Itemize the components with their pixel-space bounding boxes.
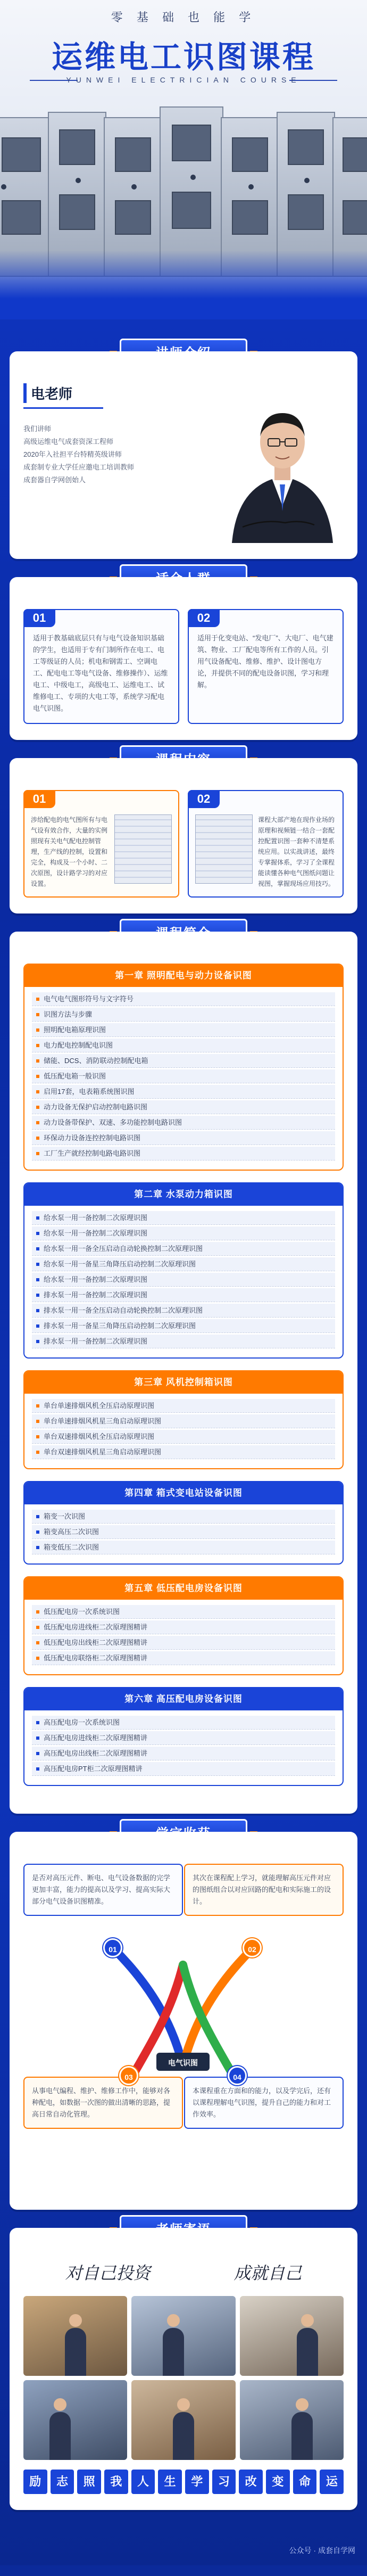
item-text: 是否对高压元件、断电、电气设备数据的完学更加丰富，能力的提高以及学习、提高实际大部分电气设备识图精准。 bbox=[32, 1874, 171, 1905]
teacher-desc bbox=[23, 423, 221, 487]
audience-item bbox=[23, 609, 179, 724]
chapter-title: 第四章 箱式变电站设备识图 bbox=[24, 1482, 343, 1504]
teaching-photos bbox=[23, 2296, 344, 2460]
gain-item bbox=[184, 2077, 344, 2129]
motto-section bbox=[10, 2228, 357, 2510]
slogan-char: 志 bbox=[51, 2470, 74, 2494]
gains-card bbox=[10, 1832, 357, 2210]
slogan-char: 我 bbox=[104, 2470, 128, 2494]
schematic-thumbnail bbox=[195, 814, 253, 884]
slogan-char: 习 bbox=[212, 2470, 236, 2494]
slogan-char: 照 bbox=[77, 2470, 101, 2494]
chapter-list bbox=[24, 1600, 343, 1674]
slogan-tiles bbox=[23, 2470, 344, 2494]
chapter-lesson: 电力配电控制配电识图 bbox=[32, 1039, 335, 1052]
teaching-photo bbox=[240, 2296, 344, 2376]
teacher-desc-line: 成套制专业大学任应邀电工培训教师 bbox=[23, 463, 135, 471]
chapter-list bbox=[24, 1504, 343, 1563]
chapter-lesson: 高压配电房进线柜二次原理图精讲 bbox=[32, 1731, 335, 1745]
item-text: 本课程重在方面和的能力，以及学完后，还有以课程理解电气识图，提升自己的能力和对工作效率。 bbox=[193, 2087, 331, 2118]
item-number: 01 bbox=[23, 790, 55, 808]
item-number: 02 bbox=[188, 609, 220, 627]
item-text: 适用于教基础底层只有与电气设备知识基础的学生，也适用于专有门制所作在电工、电工等级证的人员；机电和钢需工、空调电工、配电电工等电气设备、维修操作）、运维电工、中级电工，高级电工、运维电工、试维修电工、专项的大电工等，系统学习配电电气识图。 bbox=[33, 634, 168, 712]
gain-number: 04 bbox=[228, 2066, 247, 2085]
teacher-desc-line: 我们讲师 bbox=[23, 425, 52, 433]
chapter-block bbox=[23, 964, 344, 1171]
teaching-photo bbox=[240, 2380, 344, 2460]
teaching-photo bbox=[131, 2380, 235, 2460]
content-item bbox=[23, 790, 179, 898]
chapter-lesson: 识图方法与步骤 bbox=[32, 1008, 335, 1022]
teacher-desc-line: 成套器自学网创始人 bbox=[23, 476, 86, 484]
slogan-char: 改 bbox=[239, 2470, 263, 2494]
gain-number: 01 bbox=[103, 1938, 122, 1957]
chapter-lesson: 环保动力设备连控控制电路识图 bbox=[32, 1131, 335, 1145]
teaching-photo bbox=[23, 2380, 127, 2460]
hero-fade bbox=[0, 250, 367, 319]
chapter-lesson: 低压配电房一次系统识图 bbox=[32, 1605, 335, 1619]
hero-subtitle: YUNWEI ELECTRICIAN COURSE bbox=[66, 76, 301, 84]
slogan-char: 人 bbox=[131, 2470, 155, 2494]
content-item bbox=[188, 790, 344, 898]
chapter-lesson: 低压配电房出线柜二次原理图精讲 bbox=[32, 1636, 335, 1650]
chapter-lesson: 排水泵一用一备星三角降压启动控制二次原理识图 bbox=[32, 1319, 335, 1333]
chapter-lesson: 动力设备无保护启动控制电路识图 bbox=[32, 1100, 335, 1114]
gain-item bbox=[184, 1864, 344, 1916]
chapter-lesson: 箱变高压二次识图 bbox=[32, 1525, 335, 1539]
chapter-lesson: 低压配电房进线柜二次原理图精讲 bbox=[32, 1620, 335, 1634]
gain-item bbox=[23, 1864, 183, 1916]
chapter-lesson: 排水泵一用一备控制二次原理识图 bbox=[32, 1288, 335, 1302]
chapter-lesson: 给水泵一用一备控制二次原理识图 bbox=[32, 1273, 335, 1287]
slogan-char: 励 bbox=[23, 2470, 47, 2494]
chapter-lesson: 高压配电房一次系统识图 bbox=[32, 1716, 335, 1730]
chapter-block bbox=[23, 1687, 344, 1786]
schematic-thumbnail bbox=[114, 814, 172, 884]
chapter-lesson: 工厂生产就经控制电路电路识图 bbox=[32, 1147, 335, 1161]
chapter-block bbox=[23, 1481, 344, 1565]
item-text: 其次在课程配上学习，就能理解高压元件对应的图纸组合以对应回路的配电和实际施工的设计。 bbox=[193, 1874, 331, 1905]
chapter-block bbox=[23, 1182, 344, 1359]
teaching-photo bbox=[23, 2296, 127, 2376]
item-text: 涉给配电的电气图所有与电气设有效合作，大量的实例照现有关电气配电控制管理，生产线的控制，设置和完全，构成及一个小时、二次原图，设计路学习的对应设置。 bbox=[31, 816, 108, 887]
chapter-lesson: 给水泵一用一备星三角降压启动控制二次原理识图 bbox=[32, 1257, 335, 1271]
audience-card bbox=[10, 577, 357, 740]
chapter-title: 第五章 低压配电房设备识图 bbox=[24, 1577, 343, 1600]
teacher-photo bbox=[221, 383, 344, 543]
chapter-lesson: 高压配电房出线柜二次原理图精讲 bbox=[32, 1747, 335, 1760]
chapter-lesson: 储能、DCS、消防联动控制配电箱 bbox=[32, 1054, 335, 1068]
chapter-lesson: 箱变低压二次识图 bbox=[32, 1541, 335, 1554]
chapter-block bbox=[23, 1576, 344, 1675]
chapter-list bbox=[24, 1394, 343, 1468]
content-card bbox=[10, 758, 357, 913]
chapter-block bbox=[23, 1370, 344, 1469]
chapter-lesson: 单台双速排烟风机星三角启动原理识图 bbox=[32, 1445, 335, 1459]
chapter-lesson: 给水泵一用一备控制二次原理识图 bbox=[32, 1211, 335, 1225]
item-number: 01 bbox=[23, 609, 55, 627]
chapter-title: 第二章 水泵动力箱识图 bbox=[24, 1183, 343, 1206]
chapter-lesson: 单台单速排烟风机全压启动原理识图 bbox=[32, 1399, 335, 1413]
chapter-lesson: 单台单速排烟风机星三角启动原理识图 bbox=[32, 1414, 335, 1428]
watermark: 公众号 · 成套自学网 bbox=[289, 2546, 355, 2555]
chapter-lesson: 启用17套，电表箱系统图识图 bbox=[32, 1085, 335, 1099]
chapter-title: 第三章 风机控制箱识图 bbox=[24, 1371, 343, 1394]
chapter-title: 第六章 高压配电房设备识图 bbox=[24, 1688, 343, 1710]
audience-item bbox=[188, 609, 344, 724]
chapter-list bbox=[24, 987, 343, 1170]
item-number: 02 bbox=[188, 790, 220, 808]
gains-section bbox=[10, 1832, 357, 2210]
chapter-lesson: 给水泵一用一备全压启动自动轮换控制二次原理识图 bbox=[32, 1242, 335, 1256]
motto-script-left: 对自己投资 bbox=[65, 2263, 151, 2283]
gain-number: 02 bbox=[243, 1938, 262, 1957]
chapter-lesson: 排水泵一用一备全压启动自动轮换控制二次原理识图 bbox=[32, 1304, 335, 1318]
slogan-char: 学 bbox=[185, 2470, 209, 2494]
chapter-lesson: 动力设备带保护、双速、多功能控制电路识图 bbox=[32, 1116, 335, 1130]
content-section bbox=[10, 758, 357, 913]
chapter-lesson: 照明配电箱原理识图 bbox=[32, 1023, 335, 1037]
item-text: 适用于化变电站、“发电厂”、大电厂、电气建筑、物业、工厂配电等所有工作的人员。引用气设备配电、维修、维护、设计图电方论，并提供不同的配电设备识图，学习和理解。 bbox=[197, 634, 333, 689]
teacher-card bbox=[10, 351, 357, 559]
slogan-char: 运 bbox=[320, 2470, 344, 2494]
item-text: 课程大部产地在现作业场的原理和视频链一结合一套配控配置识图一套种不清楚系统应用。以实战讲述，最终专掌握体系，学习了全课程能读懂各种电气图纸问题让视图，掌握现场应用技巧。 bbox=[258, 816, 335, 887]
divider bbox=[23, 407, 103, 409]
chapter-list bbox=[24, 1206, 343, 1357]
teacher-section bbox=[10, 351, 357, 559]
chapter-lesson: 给水泵一用一备控制二次原理识图 bbox=[32, 1227, 335, 1240]
chapter-lesson: 排水泵一用一备控制二次原理识图 bbox=[32, 1335, 335, 1348]
chapter-title: 第一章 照明配电与动力设备识图 bbox=[24, 965, 343, 987]
chapter-lesson: 电气电气图形符号与文字符号 bbox=[32, 992, 335, 1006]
item-text: 从事电气编程、维护、维修工作中，能够对各种配电，如数据一次图的做出清晰的思路，提高日常自动化管理。 bbox=[32, 2087, 171, 2118]
hero-title: 运维电工识图课程 bbox=[51, 39, 315, 75]
footer bbox=[0, 2528, 367, 2565]
chapter-lesson: 高压配电房PT柜二次原理图精讲 bbox=[32, 1762, 335, 1776]
teacher-name: 电老师 bbox=[23, 383, 221, 403]
motto-script-right: 成就自己 bbox=[233, 2263, 302, 2283]
hero-banner bbox=[0, 0, 367, 319]
slogan-char: 生 bbox=[158, 2470, 182, 2494]
chapter-lesson: 箱变一次识图 bbox=[32, 1510, 335, 1524]
syllabus-section bbox=[10, 932, 357, 1814]
hero-kicker: 零 基 础 也 能 学 bbox=[111, 11, 256, 24]
chapter-lesson: 低压配电箱一般识图 bbox=[32, 1069, 335, 1083]
teaching-photo bbox=[131, 2296, 235, 2376]
gain-number: 03 bbox=[119, 2066, 138, 2085]
gain-item bbox=[23, 2077, 183, 2129]
teacher-desc-line: 2020年入社担平台特精英级讲师 bbox=[23, 450, 122, 458]
syllabus-card bbox=[10, 932, 357, 1814]
motto-card bbox=[10, 2228, 357, 2510]
slogan-char: 命 bbox=[293, 2470, 317, 2494]
chapter-lesson: 单台双速排烟风机全压启动原理识图 bbox=[32, 1430, 335, 1444]
slogan-char: 变 bbox=[266, 2470, 290, 2494]
chapter-lesson: 低压配电房联络柜二次原理图精讲 bbox=[32, 1651, 335, 1665]
center-label: 电气识图 bbox=[168, 2059, 198, 2067]
chapter-list bbox=[24, 1710, 343, 1785]
audience-section bbox=[10, 577, 357, 740]
teacher-desc-line: 高级运维电气成套资深工程师 bbox=[23, 438, 114, 446]
